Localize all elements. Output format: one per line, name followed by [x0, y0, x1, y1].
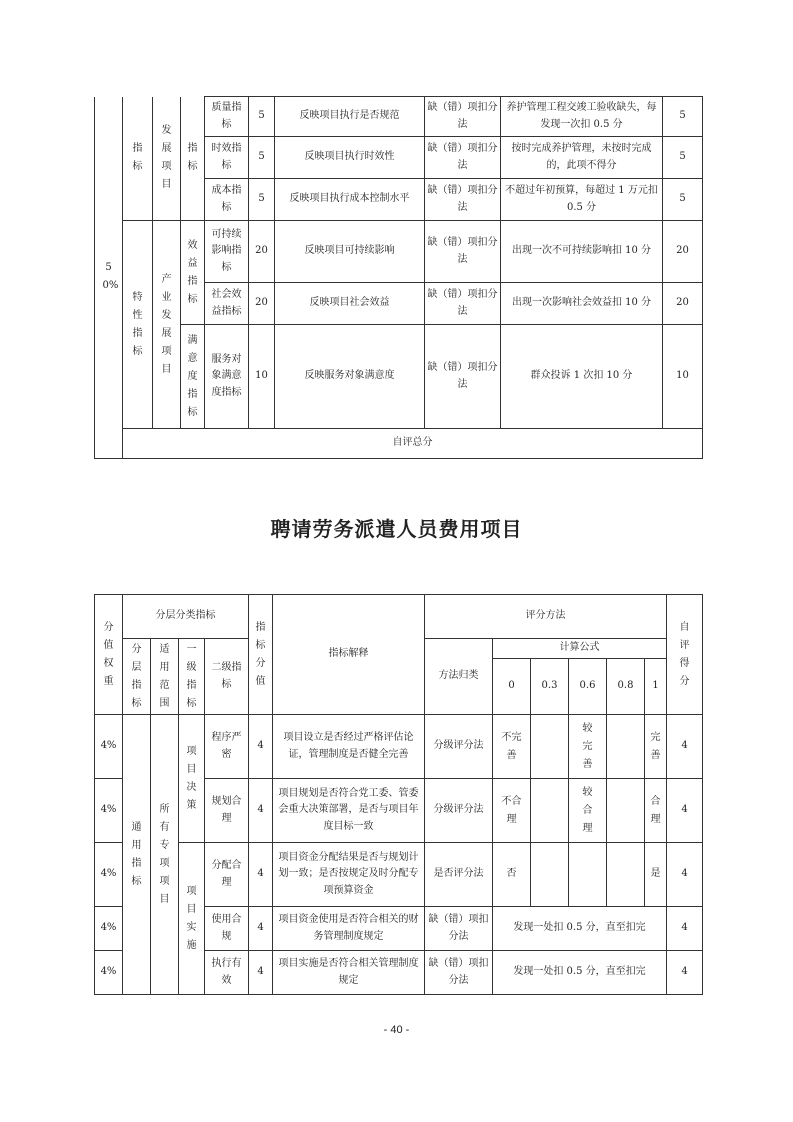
header-level: 分层指标	[123, 639, 151, 715]
page-number: - 40 -	[383, 1024, 410, 1036]
row-weight: 4%	[95, 843, 123, 907]
row-f03	[531, 779, 569, 843]
row-formula: 发现一处扣 0.5 分，直至扣完	[493, 951, 667, 995]
header-f03: 0.3	[531, 659, 569, 715]
index-formula: 群众投诉 1 次扣 10 分	[501, 325, 663, 429]
header-explain: 指标解释	[273, 595, 425, 715]
level-general: 通用指标	[123, 715, 151, 995]
index-score: 5	[249, 137, 275, 179]
row-explain: 项目资金分配结果是否与规划计划一致；是否按规定及时分配专项预算资金	[273, 843, 425, 907]
index-name: 成本指标	[205, 179, 249, 221]
row-self-score: 4	[667, 951, 703, 995]
index-score: 5	[249, 97, 275, 137]
performance-table-continued	[94, 96, 703, 459]
header-f1: 1	[645, 659, 667, 715]
index-formula: 养护管理工程交竣工验收缺失，每发现一次扣 0.5 分	[501, 97, 663, 137]
header-formula: 计算公式	[493, 639, 667, 659]
row-f1: 是	[645, 843, 667, 907]
row-self-score: 4	[667, 779, 703, 843]
index-self-score: 5	[663, 179, 703, 221]
index-formula: 出现一次不可持续影响扣 10 分	[501, 221, 663, 283]
row-method: 分级评分法	[425, 779, 493, 843]
header-f08: 0.8	[607, 659, 645, 715]
row-method: 是否评分法	[425, 843, 493, 907]
header-weight: 分值权重	[95, 595, 123, 715]
row-method: 缺（错）项扣分法	[425, 951, 493, 995]
level-cell: 指标	[123, 97, 153, 221]
row-f0: 否	[493, 843, 531, 907]
row-f1: 合理	[645, 779, 667, 843]
index-formula: 不超过年初预算，每超过 1 万元扣 0.5 分	[501, 179, 663, 221]
index-self-score: 5	[663, 137, 703, 179]
index-name: 可持续影响指标	[205, 221, 249, 283]
row-score: 4	[249, 715, 273, 779]
row-self-score: 4	[667, 715, 703, 779]
index-explain: 反映项目执行时效性	[275, 137, 425, 179]
first-level-cell: 满意度指标	[181, 325, 205, 429]
scope-all: 所有专项项目	[151, 715, 179, 995]
header-scope: 适用范围	[151, 639, 179, 715]
row-weight: 4%	[95, 951, 123, 995]
row-explain: 项目规划是否符合党工委、管委会重大决策部署，是否与项目年度目标一致	[273, 779, 425, 843]
index-name: 时效指标	[205, 137, 249, 179]
index-self-score: 10	[663, 325, 703, 429]
index-explain: 反映项目可持续影响	[275, 221, 425, 283]
second-level-name: 使用合规	[205, 907, 249, 951]
index-score: 10	[249, 325, 275, 429]
row-f1: 完善	[645, 715, 667, 779]
second-level-name: 程序严密	[205, 715, 249, 779]
scope-cell: 产业发展项目	[153, 221, 181, 429]
header-f0: 0	[493, 659, 531, 715]
index-score: 20	[249, 283, 275, 325]
level-cell: 特性指标	[123, 221, 153, 429]
row-f08	[607, 715, 645, 779]
header-second-level: 二级指标	[205, 639, 249, 715]
index-self-score: 5	[663, 97, 703, 137]
row-score: 4	[249, 951, 273, 995]
row-self-score: 4	[667, 907, 703, 951]
row-f08	[607, 779, 645, 843]
row-weight: 4%	[95, 715, 123, 779]
first-implement: 项目实施	[179, 843, 205, 995]
row-score: 4	[249, 907, 273, 951]
second-level-name: 执行有效	[205, 951, 249, 995]
row-weight: 4%	[95, 907, 123, 951]
row-f06	[569, 843, 607, 907]
header-self-score: 自评得分	[667, 595, 703, 715]
index-method: 缺（错）项扣分法	[425, 137, 501, 179]
index-self-score: 20	[663, 221, 703, 283]
index-method: 缺（错）项扣分法	[425, 97, 501, 137]
index-explain: 反映项目社会效益	[275, 283, 425, 325]
index-method: 缺（错）项扣分法	[425, 283, 501, 325]
first-decision: 项目决策	[179, 715, 205, 843]
header-f06: 0.6	[569, 659, 607, 715]
index-name: 质量指标	[205, 97, 249, 137]
row-method: 分级评分法	[425, 715, 493, 779]
second-level-name: 规划合理	[205, 779, 249, 843]
row-method: 缺（错）项扣分法	[425, 907, 493, 951]
index-method: 缺（错）项扣分法	[425, 221, 501, 283]
header-first-level: 一级指标	[179, 639, 205, 715]
index-explain: 反映项目执行是否规范	[275, 97, 425, 137]
index-explain: 反映项目执行成本控制水平	[275, 179, 425, 221]
index-method: 缺（错）项扣分法	[425, 179, 501, 221]
index-score: 20	[249, 221, 275, 283]
second-level-name: 分配合理	[205, 843, 249, 907]
first-level-cell: 效益指标	[181, 221, 205, 325]
row-f0: 不完善	[493, 715, 531, 779]
header-score: 指标分值	[249, 595, 273, 715]
row-f08	[607, 843, 645, 907]
header-classification: 分层分类指标	[123, 595, 249, 639]
row-score: 4	[249, 779, 273, 843]
row-f06: 较合理	[569, 779, 607, 843]
index-self-score: 20	[663, 283, 703, 325]
index-method: 缺（错）项扣分法	[425, 325, 501, 429]
row-explain: 项目实施是否符合相关管理制度规定	[273, 951, 425, 995]
project-evaluation-table	[94, 594, 703, 995]
row-f06: 较完善	[569, 715, 607, 779]
row-f0: 不合理	[493, 779, 531, 843]
index-score: 5	[249, 179, 275, 221]
row-explain: 项目资金使用是否符合相关的财务管理制度规定	[273, 907, 425, 951]
row-explain: 项目设立是否经过严格评估论证，管理制度是否健全完善	[273, 715, 425, 779]
section-title: 聘请劳务派遣人员费用项目	[270, 517, 523, 541]
row-score: 4	[249, 843, 273, 907]
total-label: 自评总分	[123, 429, 703, 459]
index-name: 社会效益指标	[205, 283, 249, 325]
index-name: 服务对象满意度指标	[205, 325, 249, 429]
scope-cell: 发展项目	[153, 97, 181, 221]
row-weight: 4%	[95, 779, 123, 843]
header-scoring-method: 评分方法	[425, 595, 667, 639]
first-level-cell: 指标	[181, 97, 205, 221]
weight-cell: 50%	[95, 97, 123, 459]
row-f03	[531, 715, 569, 779]
header-method: 方法归类	[425, 639, 493, 715]
row-f03	[531, 843, 569, 907]
row-formula: 发现一处扣 0.5 分，直至扣完	[493, 907, 667, 951]
row-self-score: 4	[667, 843, 703, 907]
index-explain: 反映服务对象满意度	[275, 325, 425, 429]
index-formula: 出现一次影响社会效益扣 10 分	[501, 283, 663, 325]
index-formula: 按时完成养护管理，未按时完成的，此项不得分	[501, 137, 663, 179]
